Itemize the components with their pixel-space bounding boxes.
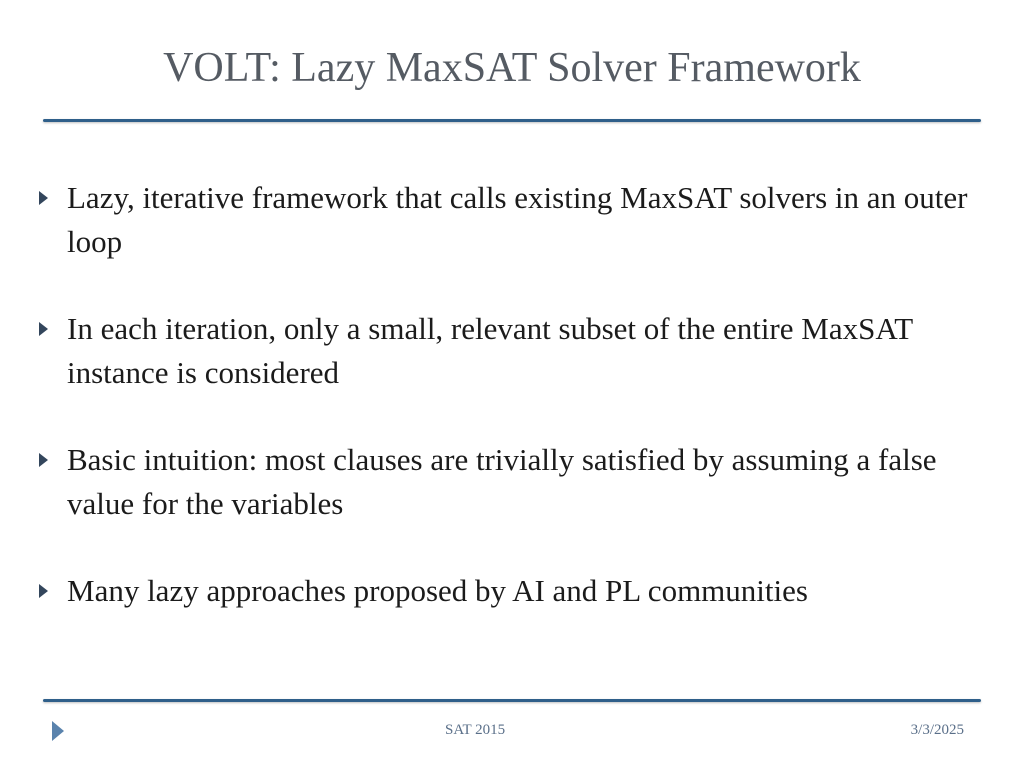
triangle-right-icon: [39, 191, 48, 205]
triangle-right-icon: [39, 453, 48, 467]
bullet-text: Basic intuition: most clauses are trivially satisfied by assuming a false value for the variables: [67, 442, 937, 521]
bullet-text: Many lazy approaches proposed by AI and PL communities: [67, 573, 808, 608]
bullet-item: [36, 438, 986, 526]
footer-conference: SAT 2015: [445, 722, 506, 738]
bullet-text: In each iteration, only a small, relevant subset of the entire MaxSAT instance is considered: [67, 311, 913, 390]
bullet-list: [36, 176, 986, 656]
bullet-item: [36, 307, 986, 395]
triangle-right-icon: [39, 584, 48, 598]
bullet-item: [36, 569, 986, 613]
footer-date: 3/3/2025: [910, 722, 964, 738]
bullet-item: [36, 176, 986, 264]
triangle-right-icon: [39, 322, 48, 336]
title-divider: [43, 119, 981, 122]
footer-divider: [43, 699, 981, 702]
slide-title: VOLT: Lazy MaxSAT Solver Framework: [163, 45, 861, 91]
play-arrow-icon: [52, 721, 64, 741]
bullet-text: Lazy, iterative framework that calls existing MaxSAT solvers in an outer loop: [67, 180, 968, 259]
